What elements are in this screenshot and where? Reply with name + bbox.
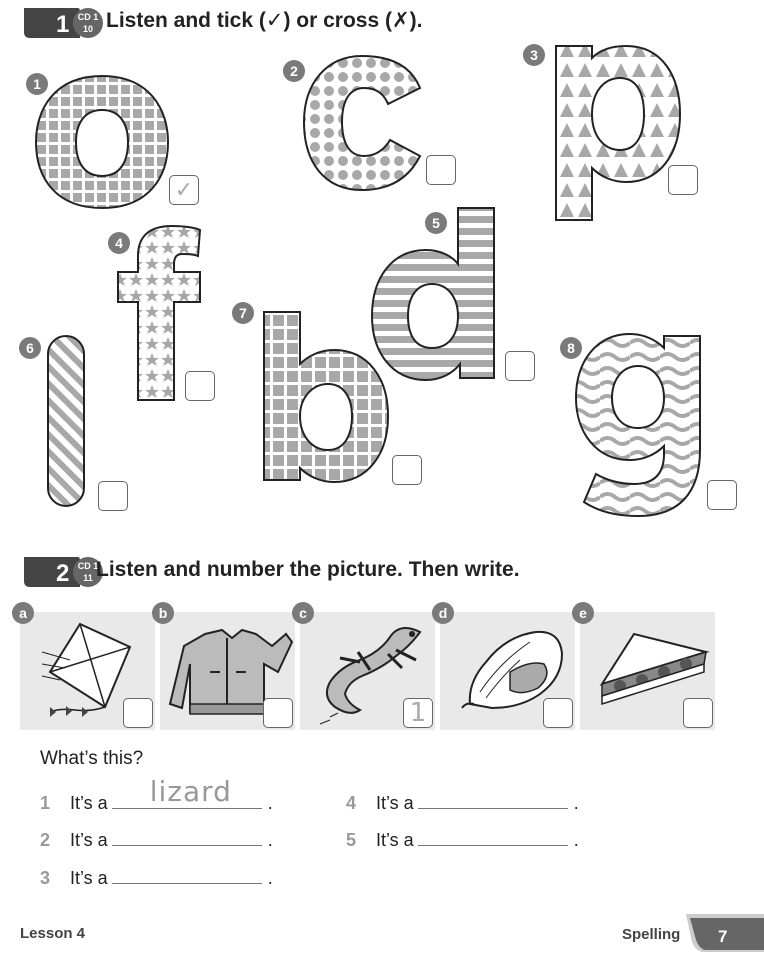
picture-b-label: b — [152, 602, 174, 624]
sentence-3-blank[interactable] — [112, 861, 262, 884]
footer-lesson: Lesson 4 — [20, 925, 86, 942]
question-text: What’s this? — [40, 748, 144, 769]
item-3-number: 3 — [523, 44, 545, 66]
answer-box-3[interactable] — [668, 165, 698, 195]
picture-e-answer-box[interactable] — [683, 698, 713, 728]
answer-box-8[interactable] — [707, 480, 737, 510]
picture-a-label: a — [12, 602, 34, 624]
cd-label-2: CD 1 — [77, 561, 99, 571]
picture-d-answer-box[interactable] — [543, 698, 573, 728]
track-number: 10 — [82, 24, 94, 34]
letter-b — [264, 312, 388, 482]
item-4-number: 4 — [108, 232, 130, 254]
sentence-5-number: 5 — [346, 830, 357, 850]
sentence-4-end: . — [573, 793, 579, 813]
letter-p — [556, 46, 680, 220]
answer-box-1[interactable]: ✓ — [169, 175, 199, 205]
picture-a-kite — [19, 605, 155, 730]
sentence-2-text: It’s a — [70, 830, 108, 850]
sentence-5-blank[interactable] — [418, 823, 568, 846]
page-number: 7 — [718, 927, 728, 946]
section-2-number: 2 — [56, 560, 70, 587]
answer-box-5[interactable] — [505, 351, 535, 381]
page-number-tab — [682, 912, 764, 956]
sentence-1 — [40, 775, 273, 814]
sentence-1-end: . — [267, 793, 273, 813]
letter-g — [576, 334, 700, 516]
picture-c-answer-box[interactable]: 1 — [403, 698, 433, 728]
sentence-2-blank[interactable] — [112, 823, 262, 846]
picture-d-shell — [438, 605, 575, 730]
footer-topic: Spelling — [622, 926, 681, 943]
sentence-2-number: 2 — [40, 830, 51, 850]
item-6-number: 6 — [19, 337, 41, 359]
sentence-3 — [40, 861, 273, 889]
letter-l — [48, 336, 84, 506]
sentence-5-text: It’s a — [376, 830, 414, 850]
item-8-number: 8 — [560, 337, 582, 359]
answer-box-7[interactable] — [392, 455, 422, 485]
section-1-instruction: Listen and tick (✓) or cross (✗). — [106, 9, 423, 32]
sentence-1-number: 1 — [40, 793, 51, 813]
item-2-number: 2 — [283, 60, 305, 82]
letter-c — [304, 56, 420, 190]
picture-c-lizard — [299, 605, 435, 730]
sentence-5-end: . — [573, 830, 579, 850]
track-number-2: 11 — [83, 573, 93, 583]
sentence-5 — [346, 823, 579, 851]
section-2-instruction: Listen and number the picture. Then write. — [96, 558, 520, 581]
item-5-number: 5 — [425, 212, 447, 234]
picture-a-answer-box[interactable] — [123, 698, 153, 728]
picture-b-jacket — [158, 605, 295, 730]
cd-label: CD 1 — [77, 12, 99, 22]
picture-b-answer-box[interactable] — [263, 698, 293, 728]
sentence-3-number: 3 — [40, 868, 51, 888]
sentence-2 — [40, 823, 273, 851]
answer-box-6[interactable] — [98, 481, 128, 511]
item-1-number: 1 — [26, 73, 48, 95]
sentence-4-text: It’s a — [376, 793, 414, 813]
item-7-number: 7 — [232, 302, 254, 324]
sentence-4 — [346, 786, 579, 814]
sentence-1-text: It’s a — [70, 793, 108, 813]
sentence-1-blank[interactable] — [112, 775, 262, 809]
sentence-3-end: . — [267, 868, 273, 888]
letter-o — [36, 76, 168, 208]
sentence-1-answer: lizard — [149, 775, 232, 808]
answer-box-2[interactable] — [426, 155, 456, 185]
picture-e-sandwich — [579, 605, 715, 730]
sentence-3-text: It’s a — [70, 868, 108, 888]
picture-d-label: d — [432, 602, 454, 624]
sentence-4-number: 4 — [346, 793, 357, 813]
picture-e-label: e — [572, 602, 594, 624]
sentence-4-blank[interactable] — [418, 786, 568, 809]
picture-c-label: c — [292, 602, 314, 624]
section-1-number: 1 — [56, 11, 70, 38]
answer-box-4[interactable] — [185, 371, 215, 401]
sentence-2-end: . — [267, 830, 273, 850]
